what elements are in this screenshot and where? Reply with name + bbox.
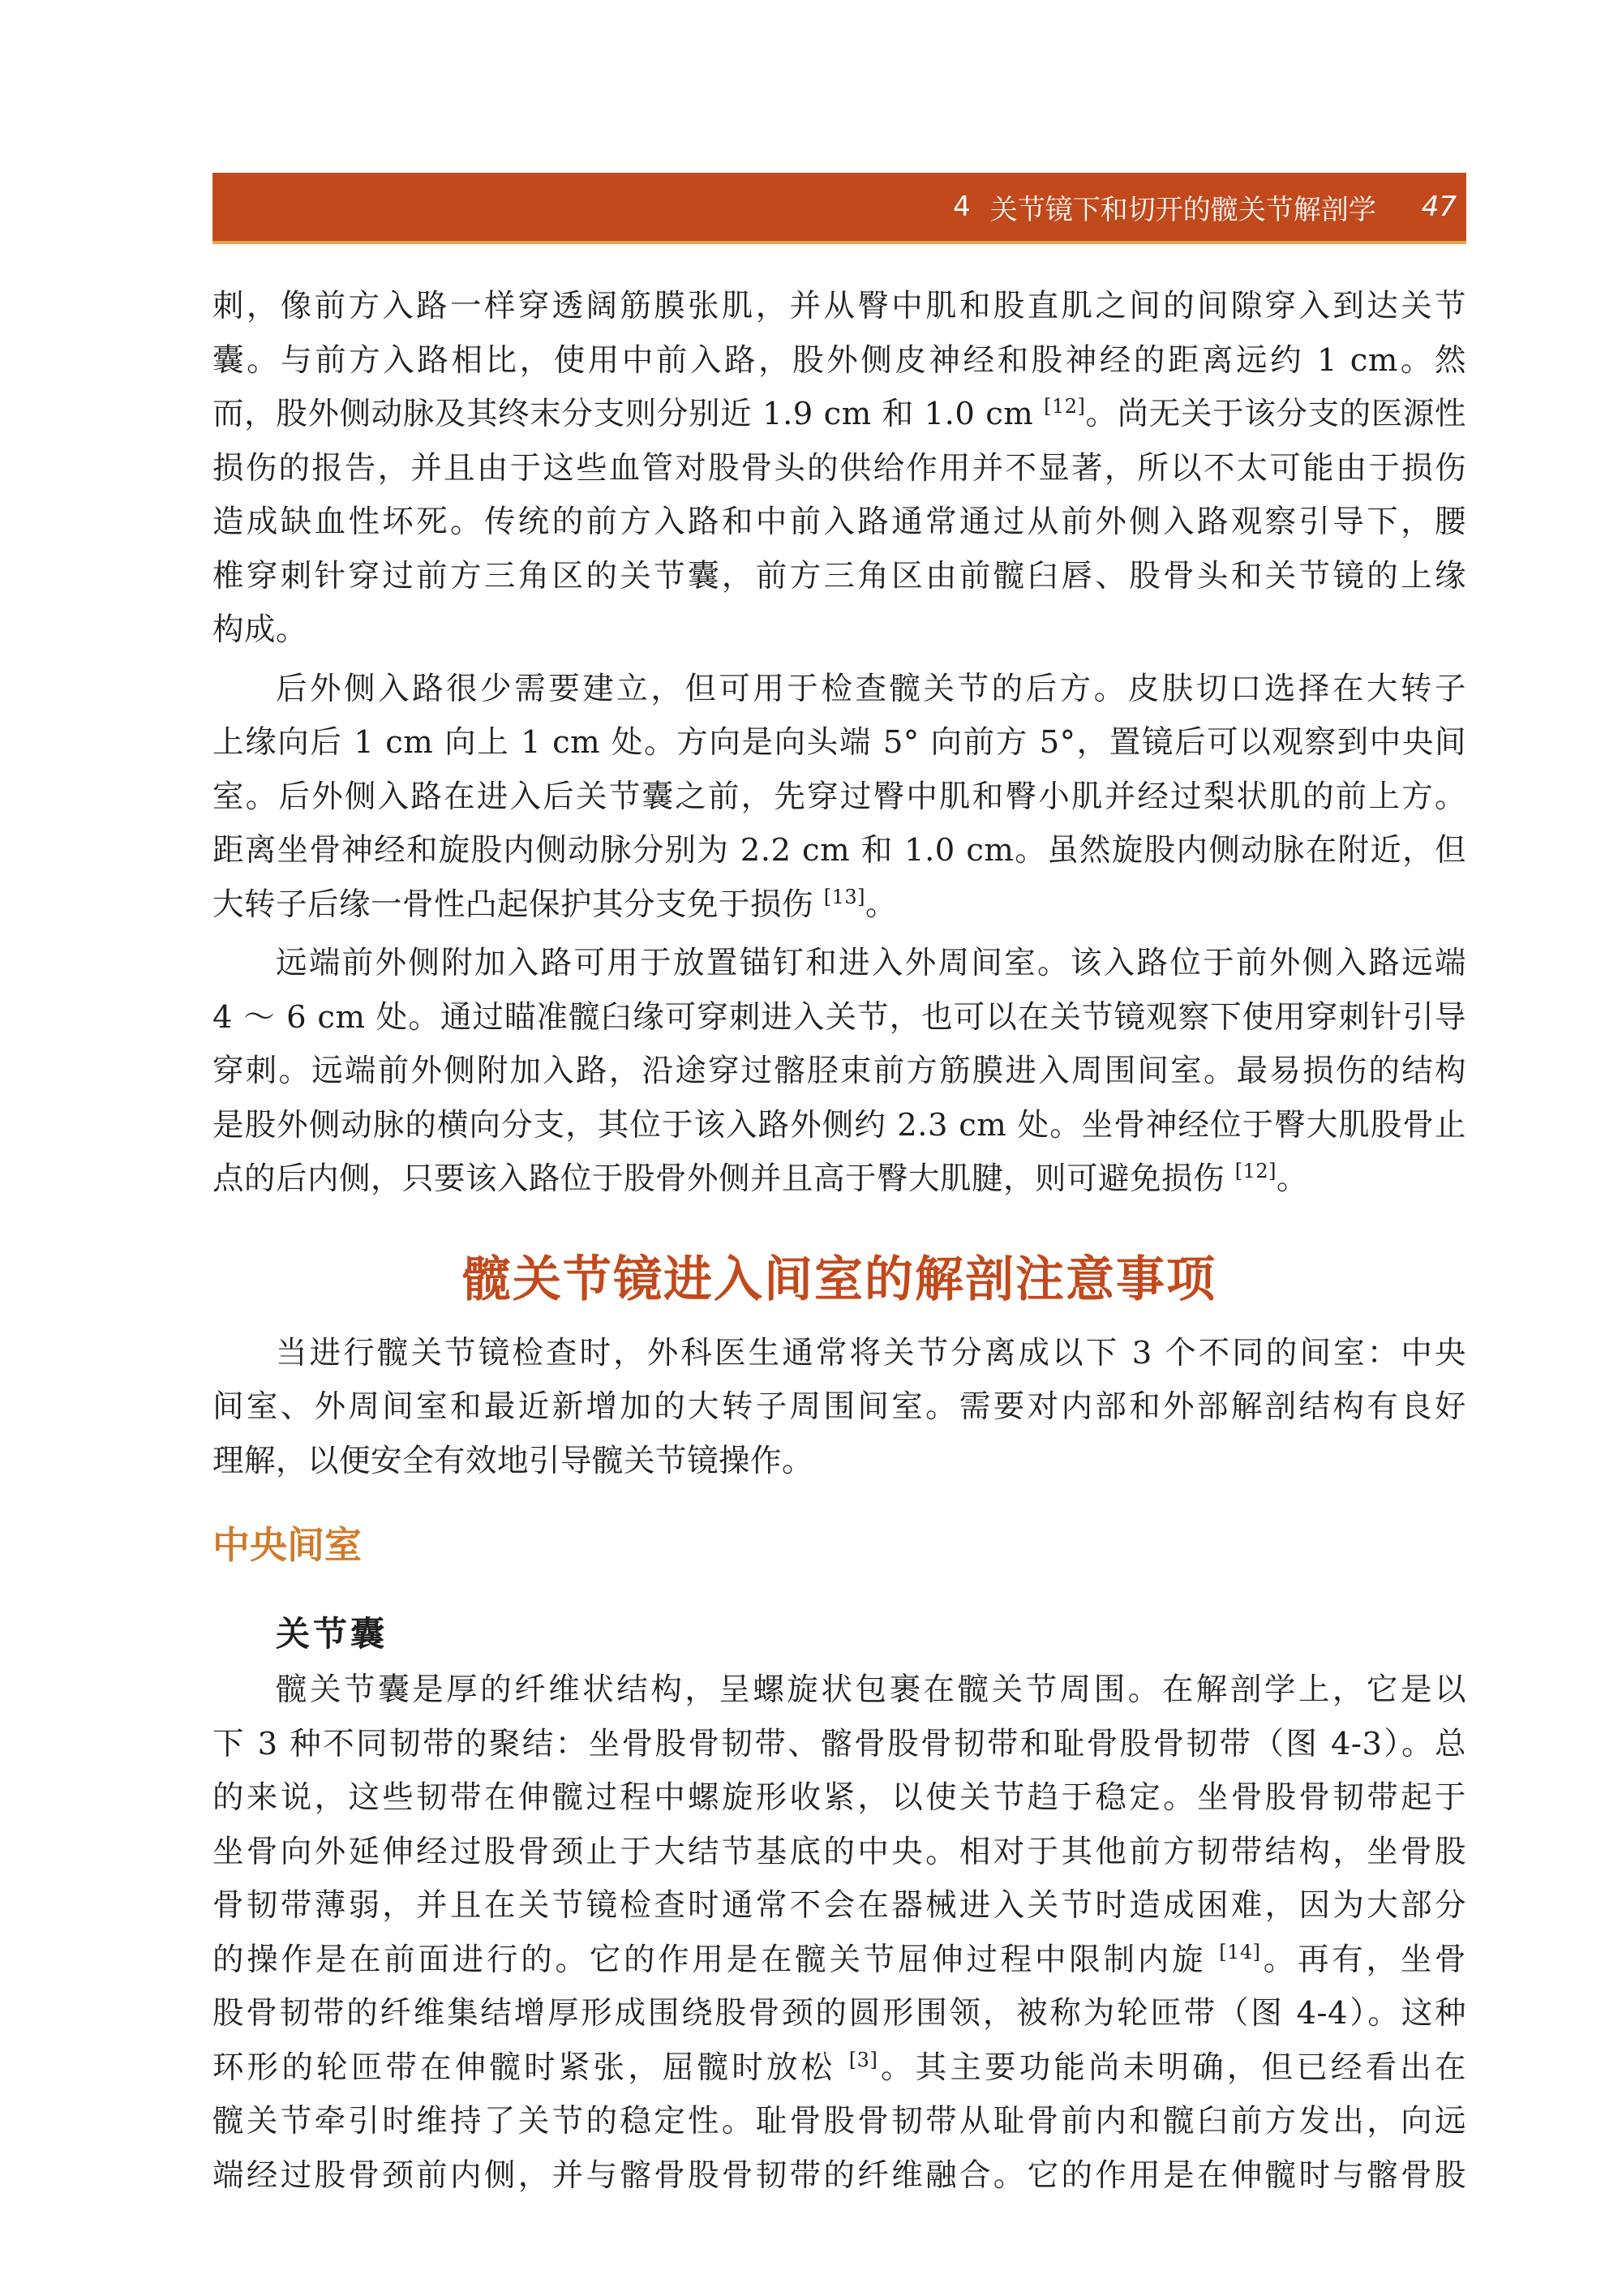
text-segment: 。尚无关于该分支的医源性	[1085, 396, 1466, 432]
text-line	[212, 388, 1466, 442]
text-line: 损伤的报告，并且由于这些血管对股骨头的供给作用并不显著，所以不太可能由于损伤	[212, 449, 1466, 487]
text-line: 后外侧入路很少需要建立，但可用于检查髋关节的后方。皮肤切口选择在大转子	[276, 670, 1466, 707]
text-line: 囊。与前方入路相比，使用中前入路，股外侧皮神经和股神经的距离远约 1 cm。然	[212, 341, 1466, 379]
text-line: 4 ～ 6 cm 处。通过瞄准髋臼缘可穿刺进入关节，也可以在关节镜观察下使用穿刺针引导	[212, 998, 1466, 1036]
text-line: 远端前外侧附加入路可用于放置锚钉和进入外周间室。该入路位于前外侧入路远端	[276, 945, 1466, 981]
citation-ref: [12]	[1234, 1160, 1277, 1182]
text-line: 穿刺。远端前外侧附加入路，沿途穿过髂胫束前方筋膜进入周围间室。最易损伤的结构	[212, 1053, 1466, 1089]
paragraph-2	[212, 663, 1466, 933]
text-line: 室。后外侧入路在进入后关节囊之前，先穿过臀中肌和臀小肌并经过梨状肌的前上方。	[212, 778, 1466, 815]
page-number: 47	[1421, 191, 1457, 223]
text-line: 理解，以便安全有效地引导髋关节镜操作。	[212, 1442, 814, 1479]
text-line: 间室、外周间室和最近新增加的大转子周围间室。需要对内部和外部解剖结构有良好	[212, 1388, 1466, 1425]
chapter-number: 4	[953, 191, 971, 223]
paragraph-5	[212, 1663, 1466, 2203]
subsection-heading: 中央间室	[212, 1523, 362, 1567]
text-line: 造成缺血性坏死。传统的前方入路和中前入路通常通过从前外侧入路观察引导下，腰	[212, 504, 1466, 540]
text-line: 的来说，这些韧带在伸髋过程中螺旋形收紧，以使关节趋于稳定。坐骨股骨韧带起于	[212, 1779, 1466, 1816]
running-header	[212, 173, 1466, 241]
text-line: 骨韧带薄弱，并且在关节镜检查时通常不会在器械进入关节时造成困难，因为大部分	[212, 1887, 1466, 1924]
header-rule	[212, 241, 1466, 244]
text-segment: 。	[865, 886, 898, 923]
text-line: 下 3 种不同韧带的聚结：坐骨股骨韧带、髂骨股骨韧带和耻骨股骨韧带（图 4-3）。总	[212, 1725, 1466, 1762]
text-segment: 。其主要功能尚未明确，但已经看出在	[878, 2049, 1466, 2086]
text-line: 椎穿刺针穿过前方三角区的关节囊，前方三角区由前髋臼唇、股骨头和关节镜的上缘	[212, 557, 1466, 594]
text-segment: 点的后内侧，只要该入路位于股骨外侧并且高于臀大肌腱，则可避免损伤	[212, 1161, 1225, 1197]
paragraph-3	[212, 937, 1466, 1207]
citation-ref: [13]	[823, 885, 866, 908]
text-line: 髋关节牵引时维持了关节的稳定性。耻骨股骨韧带从耻骨前内和髋臼前方发出，向远	[212, 2103, 1466, 2139]
text-segment: 环形的轮匝带在伸髋时紧张，屈髋时放松	[212, 2049, 836, 2086]
text-segment: 大转子后缘一骨性凸起保护其分支免于损伤	[212, 886, 814, 923]
text-line: 上缘向后 1 cm 向上 1 cm 处。方向是向头端 5° 向前方 5°，置镜后可以观察到中央间	[212, 724, 1466, 761]
citation-ref: [14]	[1219, 1940, 1261, 1963]
paragraph-4	[212, 1327, 1466, 1489]
text-line: 髋关节囊是厚的纤维状结构，呈螺旋状包裹在髋关节周围。在解剖学上，它是以	[276, 1672, 1466, 1708]
citation-ref: [12]	[1044, 395, 1086, 418]
page-body	[212, 280, 1466, 2203]
citation-ref: [3]	[848, 2048, 878, 2071]
text-line	[212, 2041, 1466, 2096]
text-line	[212, 878, 1466, 933]
text-line: 坐骨向外延伸经过股骨颈止于大结节基底的中央。相对于其他前方韧带结构，坐骨股	[212, 1833, 1466, 1870]
text-line: 构成。	[212, 612, 308, 648]
text-segment: 的操作是在前面进行的。它的作用是在髋关节屈伸过程中限制内旋	[212, 1941, 1207, 1978]
section-heading: 髋关节镜进入间室的解剖注意事项	[462, 1251, 1216, 1308]
text-segment: 而，股外侧动脉及其终末分支则分别近 1.9 cm 和 1.0 cm	[212, 396, 1034, 432]
text-line: 距离坐骨神经和旋股内侧动脉分别为 2.2 cm 和 1.0 cm。虽然旋股内侧动脉在附近，但	[212, 832, 1466, 869]
text-line: 当进行髋关节镜检查时，外科医生通常将关节分离成以下 3 个不同的间室：中央	[276, 1334, 1466, 1371]
text-line: 刺，像前方入路一样穿透阔筋膜张肌，并从臀中肌和股直肌之间的间隙穿入到达关节	[212, 288, 1466, 324]
text-line	[212, 1152, 1466, 1207]
text-segment: 。再有，坐骨	[1260, 1941, 1466, 1978]
text-line: 股骨韧带的纤维集结增厚形成围绕股骨颈的圆形围领，被称为轮匝带（图 4-4）。这种	[212, 1995, 1466, 2032]
text-line: 端经过股骨颈前内侧，并与髂骨股骨韧带的纤维融合。它的作用是在伸髋时与髂骨股	[212, 2157, 1466, 2194]
subsubsection-heading: 关节囊	[276, 1614, 388, 1654]
chapter-title: 关节镜下和切开的髋关节解剖学	[989, 193, 1376, 226]
text-segment: 。	[1277, 1161, 1309, 1197]
text-line	[212, 1933, 1466, 1988]
text-line: 是股外侧动脉的横向分支，其位于该入路外侧约 2.3 cm 处。坐骨神经位于臀大肌股骨止	[212, 1106, 1466, 1144]
paragraph-1	[212, 280, 1466, 658]
